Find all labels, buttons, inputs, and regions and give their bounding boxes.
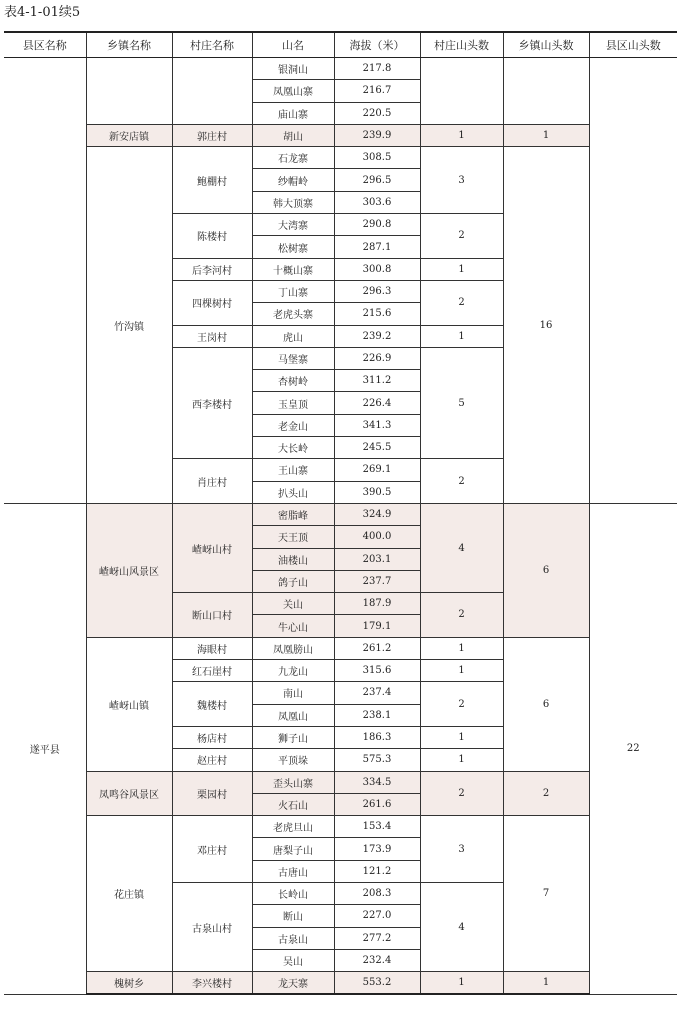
altitude-value: 390.5 — [334, 481, 420, 503]
village-cell: 陈楼村 — [172, 214, 252, 259]
village-count: 1 — [420, 726, 503, 748]
mountain-name: 虎山 — [252, 325, 334, 347]
village-cell: 赵庄村 — [172, 749, 252, 771]
town-cell: 新安店镇 — [86, 124, 172, 146]
town-count: 7 — [503, 816, 589, 972]
mountain-name: 油楼山 — [252, 548, 334, 570]
altitude-value: 208.3 — [334, 882, 420, 904]
mountain-name: 胡山 — [252, 124, 334, 146]
town-count — [503, 58, 589, 125]
header-county-count: 县区山头数 — [589, 32, 677, 58]
town-cell: 嵖岈山镇 — [86, 637, 172, 771]
altitude-value: 261.2 — [334, 637, 420, 659]
village-cell: 西李楼村 — [172, 347, 252, 458]
village-cell: 红石崖村 — [172, 660, 252, 682]
header-county: 县区名称 — [4, 32, 86, 58]
mountain-name: 鸽子山 — [252, 570, 334, 592]
mountain-name: 松树寨 — [252, 236, 334, 258]
village-cell: 古泉山村 — [172, 882, 252, 971]
table-caption: 表4-1-01续5 — [4, 5, 81, 20]
mountain-name: 古唐山 — [252, 860, 334, 882]
mountain-name: 吴山 — [252, 949, 334, 971]
mountain-name: 凤凰膀山 — [252, 637, 334, 659]
town-count: 6 — [503, 637, 589, 771]
altitude-value: 203.1 — [334, 548, 420, 570]
village-count: 1 — [420, 325, 503, 347]
header-village-count: 村庄山头数 — [420, 32, 503, 58]
village-cell: 四棵树村 — [172, 280, 252, 325]
mountain-name: 关山 — [252, 593, 334, 615]
mountain-table — [4, 31, 677, 995]
village-count: 2 — [420, 459, 503, 504]
village-cell: 杨店村 — [172, 726, 252, 748]
village-cell: 郭庄村 — [172, 124, 252, 146]
village-count: 4 — [420, 882, 503, 971]
mountain-name: 断山 — [252, 905, 334, 927]
altitude-value: 237.7 — [334, 570, 420, 592]
village-count: 1 — [420, 124, 503, 146]
village-count: 3 — [420, 816, 503, 883]
altitude-value: 575.3 — [334, 749, 420, 771]
mountain-name: 十概山寨 — [252, 258, 334, 280]
altitude-value: 261.6 — [334, 793, 420, 815]
mountain-name: 平顶垛 — [252, 749, 334, 771]
mountain-name: 老虎旦山 — [252, 816, 334, 838]
table-body — [4, 58, 677, 995]
county-cell — [4, 58, 86, 504]
altitude-value: 239.9 — [334, 124, 420, 146]
table-row — [4, 124, 677, 146]
mountain-name: 石龙寨 — [252, 147, 334, 169]
altitude-value: 324.9 — [334, 503, 420, 525]
altitude-value: 311.2 — [334, 370, 420, 392]
village-count: 1 — [420, 749, 503, 771]
table-row — [4, 771, 677, 793]
village-cell: 李兴楼村 — [172, 972, 252, 995]
town-count: 1 — [503, 972, 589, 995]
mountain-name: 银洞山 — [252, 58, 334, 80]
mountain-name: 古泉山 — [252, 927, 334, 949]
mountain-name: 南山 — [252, 682, 334, 704]
altitude-value: 245.5 — [334, 437, 420, 459]
mountain-name: 狮子山 — [252, 726, 334, 748]
village-count: 2 — [420, 682, 503, 727]
altitude-value: 277.2 — [334, 927, 420, 949]
mountain-name: 唐梨子山 — [252, 838, 334, 860]
mountain-name: 扒头山 — [252, 481, 334, 503]
town-count: 1 — [503, 124, 589, 146]
village-cell: 鲍棚村 — [172, 147, 252, 214]
mountain-name: 老金山 — [252, 414, 334, 436]
town-cell: 嵖岈山风景区 — [86, 503, 172, 637]
header-mountain: 山名 — [252, 32, 334, 58]
mountain-name: 老虎头寨 — [252, 303, 334, 325]
altitude-value: 341.3 — [334, 414, 420, 436]
header-village: 村庄名称 — [172, 32, 252, 58]
table-row — [4, 972, 677, 995]
mountain-name: 大湾寨 — [252, 214, 334, 236]
altitude-value: 315.6 — [334, 660, 420, 682]
altitude-value: 226.9 — [334, 347, 420, 369]
mountain-name: 丁山寨 — [252, 280, 334, 302]
altitude-value: 334.5 — [334, 771, 420, 793]
altitude-value: 296.5 — [334, 169, 420, 191]
altitude-value: 232.4 — [334, 949, 420, 971]
mountain-name: 杏树岭 — [252, 370, 334, 392]
mountain-name: 歪头山寨 — [252, 771, 334, 793]
table-row — [4, 147, 677, 169]
town-cell — [86, 58, 172, 125]
header-altitude: 海拔（米） — [334, 32, 420, 58]
header-row — [4, 32, 677, 58]
mountain-name: 密脂峰 — [252, 503, 334, 525]
village-cell: 后李河村 — [172, 258, 252, 280]
village-cell: 魏楼村 — [172, 682, 252, 727]
altitude-value: 220.5 — [334, 102, 420, 124]
village-cell: 栗园村 — [172, 771, 252, 816]
altitude-value: 186.3 — [334, 726, 420, 748]
altitude-value: 553.2 — [334, 972, 420, 995]
altitude-value: 300.8 — [334, 258, 420, 280]
altitude-value: 173.9 — [334, 838, 420, 860]
altitude-value: 308.5 — [334, 147, 420, 169]
altitude-value: 238.1 — [334, 704, 420, 726]
village-count: 2 — [420, 593, 503, 638]
town-cell: 槐树乡 — [86, 972, 172, 995]
village-count: 1 — [420, 972, 503, 995]
village-cell: 海眼村 — [172, 637, 252, 659]
altitude-value: 269.1 — [334, 459, 420, 481]
table-row — [4, 503, 677, 525]
altitude-value: 187.9 — [334, 593, 420, 615]
altitude-value: 216.7 — [334, 80, 420, 102]
village-count: 2 — [420, 214, 503, 259]
mountain-name: 韩大顶寨 — [252, 191, 334, 213]
altitude-value: 227.0 — [334, 905, 420, 927]
mountain-name: 王山寨 — [252, 459, 334, 481]
altitude-value: 239.2 — [334, 325, 420, 347]
village-count: 4 — [420, 503, 503, 592]
village-cell: 王岗村 — [172, 325, 252, 347]
town-count: 2 — [503, 771, 589, 816]
mountain-name: 凤凰山 — [252, 704, 334, 726]
village-cell: 肖庄村 — [172, 459, 252, 504]
altitude-value: 153.4 — [334, 816, 420, 838]
village-count: 1 — [420, 660, 503, 682]
village-count: 1 — [420, 258, 503, 280]
village-count: 2 — [420, 771, 503, 816]
altitude-value: 303.6 — [334, 191, 420, 213]
mountain-name: 九龙山 — [252, 660, 334, 682]
mountain-name: 马堡寨 — [252, 347, 334, 369]
mountain-name: 龙天寨 — [252, 972, 334, 995]
mountain-name: 大长岭 — [252, 437, 334, 459]
mountain-name: 凤凰山寨 — [252, 80, 334, 102]
county-cell: 遂平县 — [4, 503, 86, 994]
village-cell: 邓庄村 — [172, 816, 252, 883]
village-count: 5 — [420, 347, 503, 458]
town-cell: 凤鸣谷风景区 — [86, 771, 172, 816]
mountain-name: 纱帽岭 — [252, 169, 334, 191]
village-cell — [172, 58, 252, 125]
altitude-value: 121.2 — [334, 860, 420, 882]
town-count: 6 — [503, 503, 589, 637]
table-row — [4, 58, 677, 80]
village-cell: 嵖岈山村 — [172, 503, 252, 592]
header-town-count: 乡镇山头数 — [503, 32, 589, 58]
altitude-value: 400.0 — [334, 526, 420, 548]
altitude-value: 215.6 — [334, 303, 420, 325]
town-cell: 花庄镇 — [86, 816, 172, 972]
village-cell: 断山口村 — [172, 593, 252, 638]
table-row — [4, 816, 677, 838]
altitude-value: 217.8 — [334, 58, 420, 80]
header-town: 乡镇名称 — [86, 32, 172, 58]
village-count: 3 — [420, 147, 503, 214]
town-cell: 竹沟镇 — [86, 147, 172, 504]
table-row — [4, 637, 677, 659]
mountain-name: 天王顶 — [252, 526, 334, 548]
village-count: 1 — [420, 637, 503, 659]
altitude-value: 290.8 — [334, 214, 420, 236]
altitude-value: 296.3 — [334, 280, 420, 302]
town-count: 16 — [503, 147, 589, 504]
village-count — [420, 58, 503, 125]
county-count: 22 — [589, 503, 677, 994]
county-count — [589, 58, 677, 504]
mountain-name: 牛心山 — [252, 615, 334, 637]
altitude-value: 287.1 — [334, 236, 420, 258]
village-count: 2 — [420, 280, 503, 325]
mountain-name: 玉皇顶 — [252, 392, 334, 414]
mountain-name: 火石山 — [252, 793, 334, 815]
altitude-value: 237.4 — [334, 682, 420, 704]
mountain-name: 长岭山 — [252, 882, 334, 904]
altitude-value: 179.1 — [334, 615, 420, 637]
mountain-name: 庙山寨 — [252, 102, 334, 124]
altitude-value: 226.4 — [334, 392, 420, 414]
